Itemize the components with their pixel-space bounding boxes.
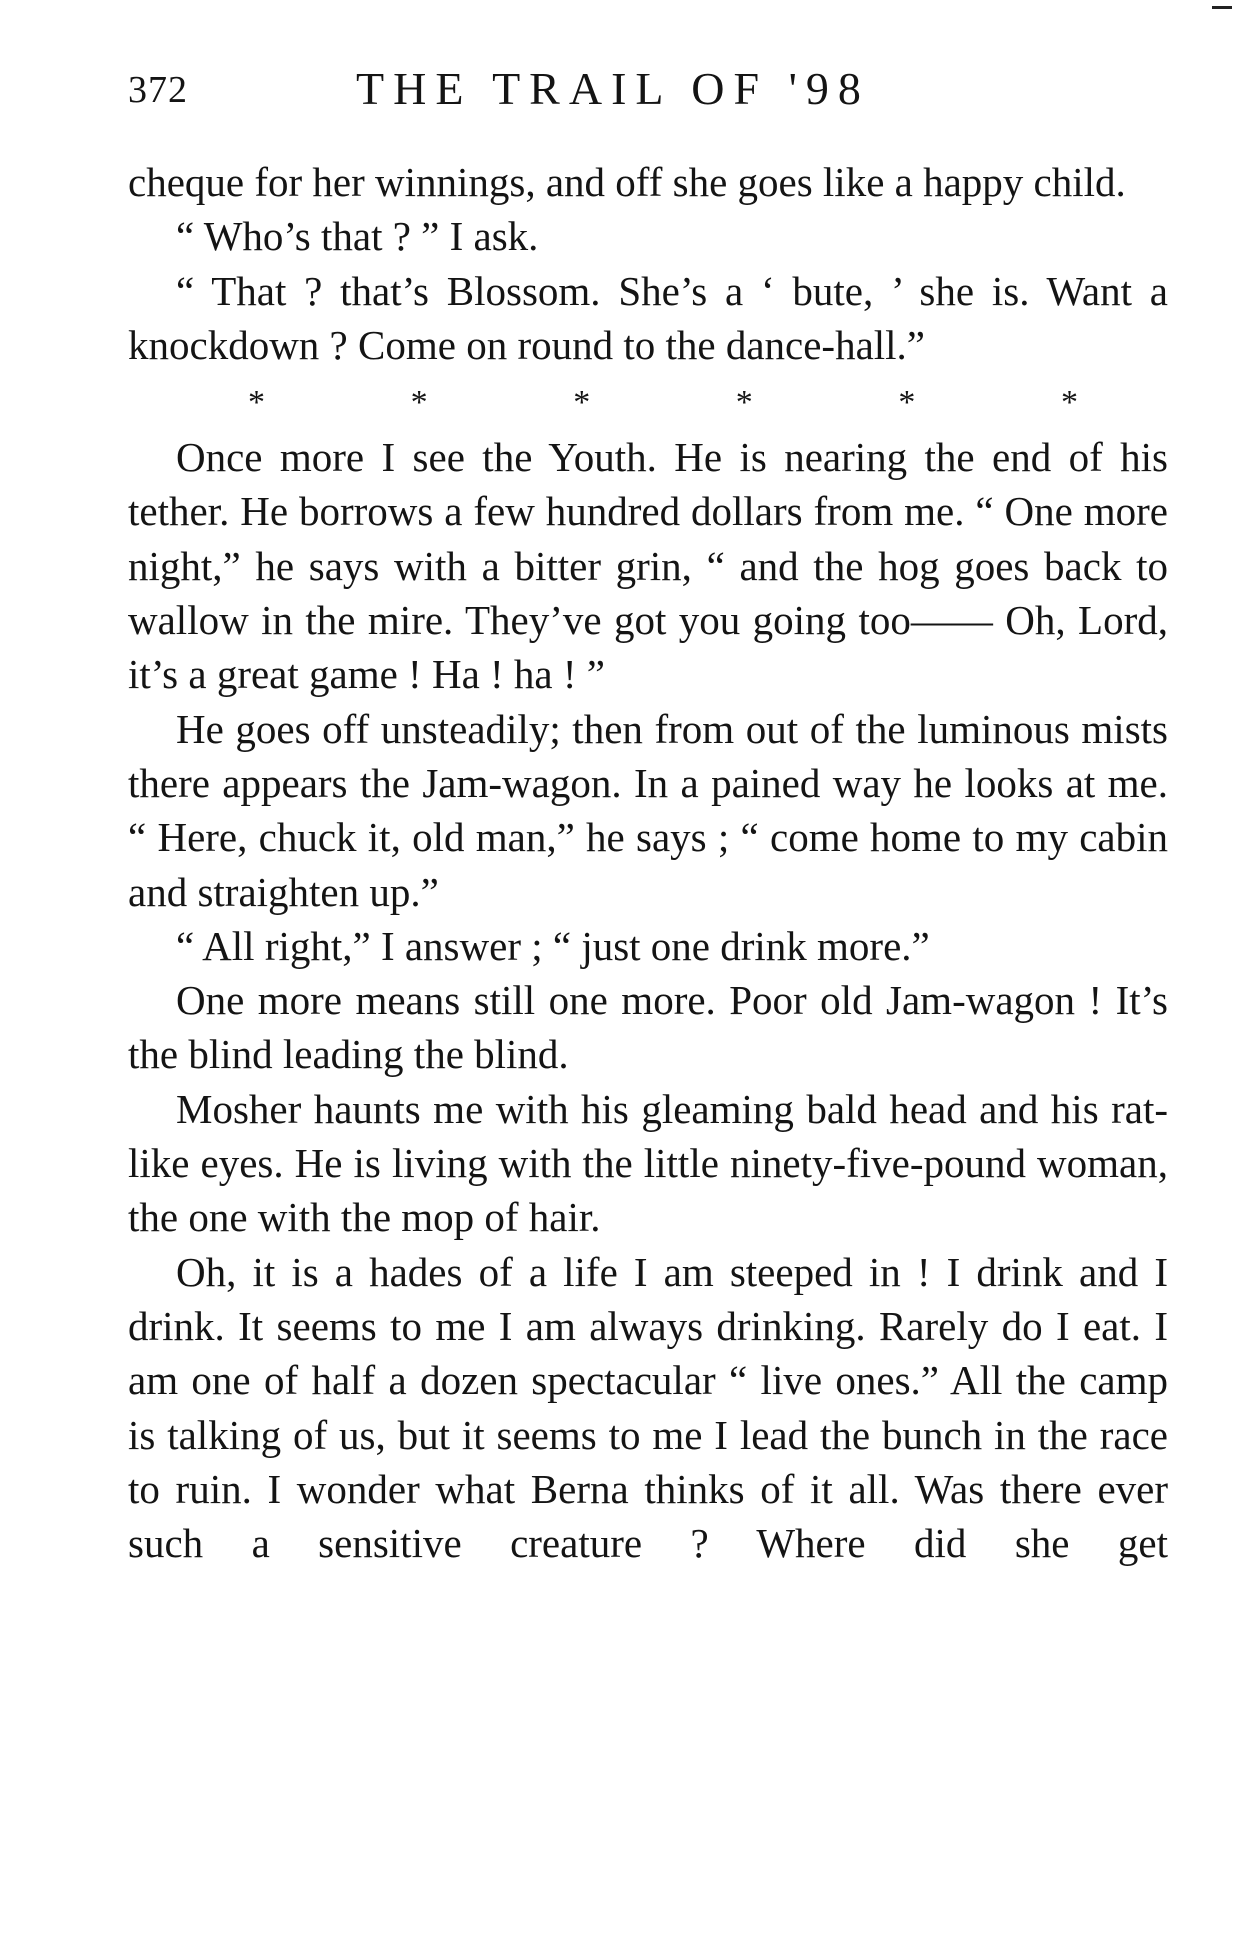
asterisk: * <box>1060 384 1078 422</box>
paragraph: One more means still one more. Poor old Jam-wagon ! It’s the blind leading the blind. <box>128 977 1168 1078</box>
page-number: 372 <box>128 69 188 111</box>
asterisk: * <box>735 384 753 422</box>
asterisk: * <box>410 384 428 422</box>
asterisk: * <box>248 384 265 422</box>
paragraph: “ Who’s that ? ” I ask. <box>176 213 539 260</box>
section-break <box>128 372 1168 426</box>
body-text <box>128 155 1168 1570</box>
paragraph: Once more I see the Youth. He is nearing the end of his tether. He borrows a few hundred dollars from me. “ One more night,” he says with a bitter grin, “ and the hog goes back to wallow in the mire. They’ve got you going too—— Oh, Lord, it’s a great game ! Ha ! ha ! ” <box>128 434 1168 698</box>
paragraph: Mosher haunts me with his gleaming bald head and his rat-like eyes. He is living with the little ninety-five-pound woman, the one with the mop of hair. <box>128 1085 1168 1241</box>
paragraph: “ That ? that’s Blossom. She’s a ‘ bute, ’ she is. Want a knockdown ? Come on round to the dance-hall.” <box>128 267 1168 368</box>
corner-mark <box>1212 6 1232 9</box>
running-title: THE TRAIL OF '98 <box>356 63 870 114</box>
paragraph: Oh, it is a hades of a life I am steeped in ! I drink and I drink. It seems to me I am always drinking. Rarely do I eat. I am one of half a dozen spectacular “ live ones.” All the camp is talking of us, but it seems to me I lead the bunch in the race to ruin. I wonder what Berna thinks of it all. Was there ever such a sensitive creature ? Where did she get <box>128 1248 1168 1567</box>
asterisk: * <box>898 384 916 422</box>
page-header <box>128 62 1168 122</box>
asterisk: * <box>573 384 591 422</box>
paragraph: cheque for her winnings, and off she goes like a happy child. <box>128 159 1126 205</box>
paragraph: “ All right,” I answer ; “ just one drink more.” <box>176 922 930 969</box>
paragraph: He goes off unsteadily; then from out of the luminous mists there appears the Jam-wagon. In a pained way he looks at me. “ Here, chuck it, old man,” he says ; “ come home to my cabin and straighten up.” <box>128 705 1168 915</box>
